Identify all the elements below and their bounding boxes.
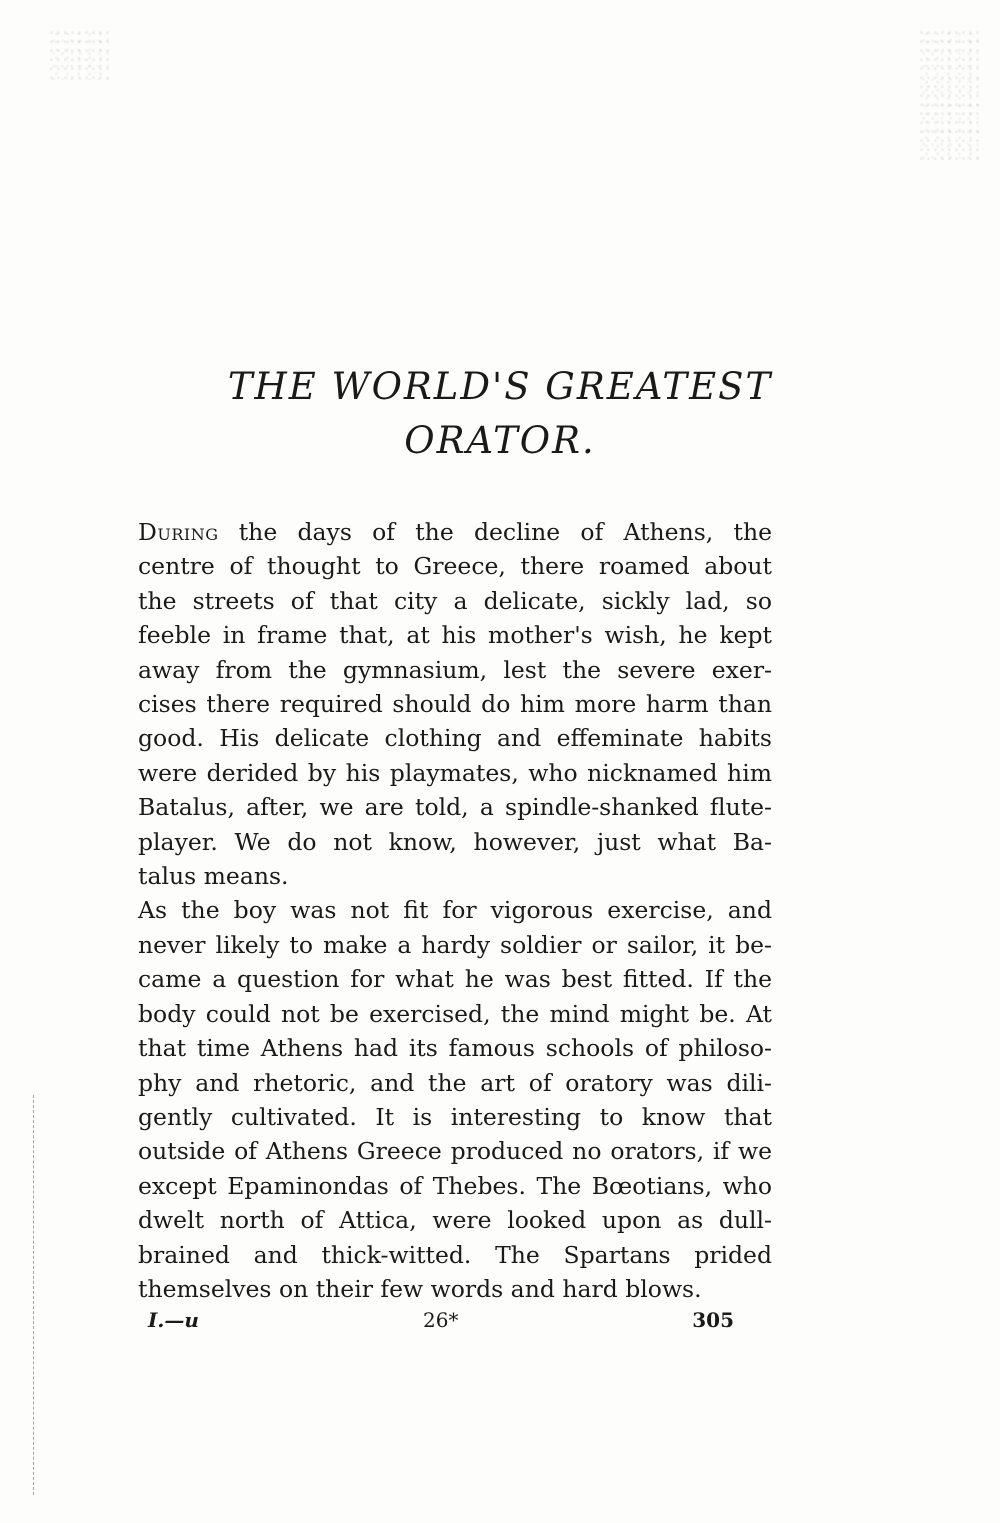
binding-edge: [33, 1095, 34, 1495]
text-line: player. We do not know, however, just what Ba-: [138, 827, 772, 856]
chapter-title-line-1: THE WORLD'S GREATEST: [227, 365, 773, 408]
paragraph-2: [138, 893, 772, 1306]
opening-word: During: [138, 518, 219, 546]
page-number: 305: [692, 1308, 734, 1332]
chapter-title: [100, 360, 900, 468]
text-line: centre of thought to Greece, there roamed about: [138, 552, 772, 581]
text-line: came a question for what he was best fitted. If the: [138, 965, 772, 994]
text-line: body could not be exercised, the mind might be. At: [138, 999, 772, 1028]
text-line: feeble in frame that, at his mother's wish, he kept: [138, 621, 772, 650]
text-line: gently cultivated. It is interesting to know that: [138, 1102, 772, 1131]
text-line: brained and thick-witted. The Spartans prided: [138, 1240, 772, 1269]
text-line: away from the gymnasium, lest the severe exer-: [138, 655, 772, 684]
text-line: Batalus, after, we are told, a spindle-shanked flute-: [138, 793, 772, 822]
paragraph-1: [138, 515, 772, 893]
text-line: except Epaminondas of Thebes. The Bœotians, who: [138, 1171, 772, 1200]
signature-sheet: 26*: [423, 1308, 459, 1332]
text-line: never likely to make a hardy soldier or sailor, it be-: [138, 930, 772, 959]
chapter-title-line-2: ORATOR.: [404, 419, 596, 462]
paper-speckle: [920, 30, 980, 160]
text-line: dwelt north of Attica, were looked upon as dull-: [138, 1206, 772, 1235]
text-line: were derided by his playmates, who nicknamed him: [138, 758, 772, 787]
page-footer: [138, 1308, 772, 1338]
text-line: themselves on their few words and hard blows.: [138, 1274, 702, 1303]
body-text: [138, 515, 772, 1306]
text-line: outside of Athens Greece produced no orators, if we: [138, 1137, 772, 1166]
text-line: that time Athens had its famous schools of philoso-: [138, 1034, 772, 1063]
text-line: talus means.: [138, 862, 289, 891]
text-line: good. His delicate clothing and effeminate habits: [138, 724, 772, 753]
paper-speckle: [50, 30, 110, 80]
text-line: the streets of that city a delicate, sickly lad, so: [138, 586, 772, 615]
signature-mark: I.—u: [148, 1308, 199, 1332]
text-line: As the boy was not fit for vigorous exercise, and: [138, 896, 772, 925]
text-line: During the days of the decline of Athens, the: [138, 518, 772, 546]
text-line: phy and rhetoric, and the art of oratory was dili-: [138, 1068, 772, 1097]
text-line: cises there required should do him more harm than: [138, 690, 772, 719]
